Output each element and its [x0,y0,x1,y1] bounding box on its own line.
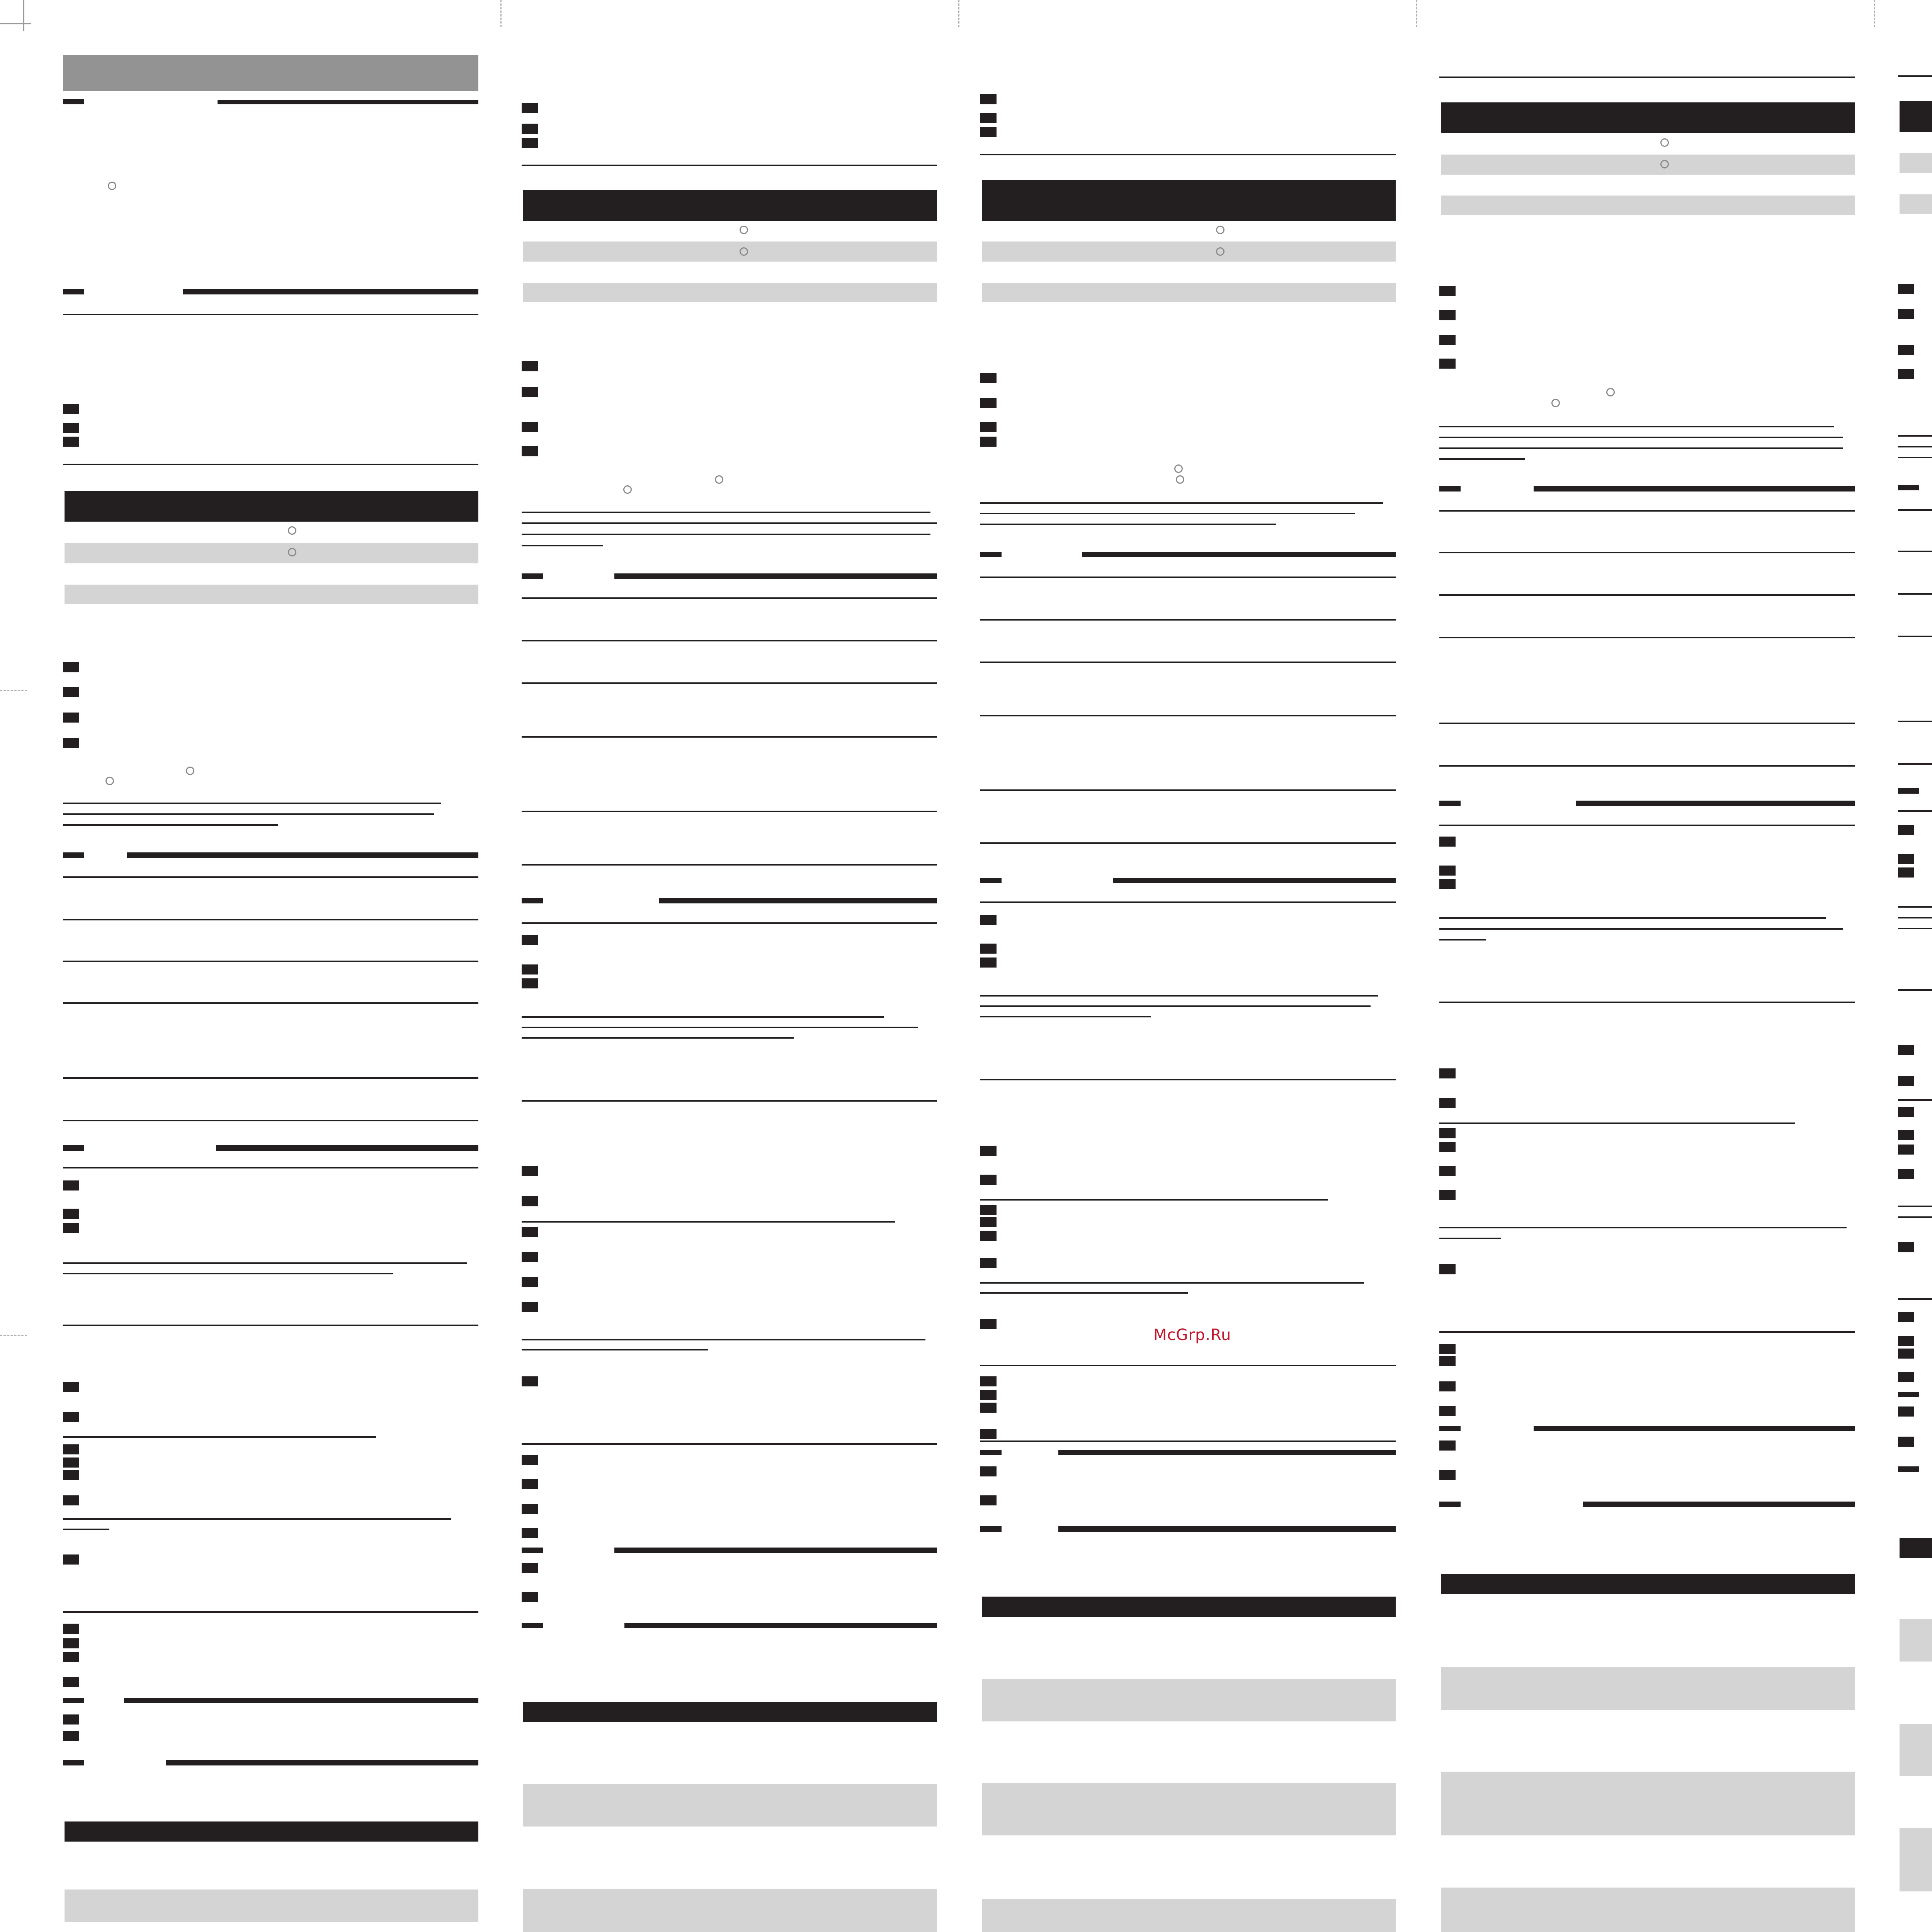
step-number [63,738,79,748]
step-number [1898,1045,1914,1055]
column-3 [980,0,1396,1932]
step-number [980,398,997,408]
divider [1898,721,1932,722]
step-number [1898,867,1914,878]
step-number [63,1458,79,1468]
step-number [1898,1169,1914,1179]
step-number [522,1277,538,1287]
divider [980,842,1396,844]
step-number [63,423,79,433]
heading-rule [522,898,937,903]
step-number [522,1592,538,1602]
heading-rule [1439,1426,1855,1431]
divider [63,1325,478,1326]
section-header [63,55,478,91]
divider [1898,75,1932,77]
step-number [522,446,538,456]
table-row [982,1783,1396,1835]
step-number [522,1455,538,1465]
heading-rule [1439,1502,1855,1507]
fold-mark [500,0,502,27]
divider [1898,810,1932,812]
heading-rule [1898,788,1932,794]
icon-mark [105,777,114,785]
fold-mark [958,0,960,27]
step-number [522,1479,538,1489]
divider [980,1440,1396,1442]
step-number [1898,1349,1914,1359]
step-number [1898,854,1914,864]
section-header [1900,101,1932,132]
watermark-text: McGrp.Ru [1153,1326,1231,1344]
step-number [63,437,79,447]
heading-rule [980,552,1396,557]
step-number [63,1624,79,1634]
text-line [1898,457,1932,458]
divider [980,619,1396,621]
step-number [522,124,538,134]
table-row [1900,1828,1932,1891]
section-header [65,491,478,522]
step-number [980,1376,997,1386]
step-number [1439,1440,1456,1451]
divider [980,789,1396,791]
step-number [1898,1312,1914,1322]
text-line [522,1016,884,1018]
step-number [63,1638,79,1648]
table-row [1441,196,1855,215]
heading-rule [1898,485,1932,490]
text-line [980,1016,1151,1017]
icon-mark [186,767,194,775]
divider [980,1365,1396,1366]
text-line [522,512,930,513]
table-row [1900,1619,1932,1662]
text-line [522,1339,925,1340]
divider [1439,637,1855,638]
table-header [523,1702,937,1722]
text-line [1439,458,1525,460]
crop-mark [23,0,24,31]
step-number [1898,825,1914,835]
heading-rule [522,1623,937,1628]
text-line [1898,906,1932,908]
step-number [522,1302,538,1312]
divider [980,901,1396,903]
text-line [522,1221,895,1223]
step-number [1439,1190,1456,1200]
text-line [63,1518,451,1520]
step-number [63,1382,79,1392]
step-number [63,1180,79,1190]
step-number [63,1554,79,1565]
text-line [63,824,278,826]
column-2 [522,0,937,1932]
text-line [522,1349,708,1350]
table-row [65,585,478,604]
step-number [1439,1356,1456,1366]
text-line [1898,917,1932,918]
table-row [1441,1888,1855,1932]
text-line [1439,437,1843,438]
divider [522,597,937,599]
step-number [1898,1107,1914,1117]
heading-rule [63,289,478,294]
step-number [1898,1437,1914,1447]
divider [1439,594,1855,596]
step-number [522,1227,538,1237]
divider [1439,765,1855,767]
text-line [1439,1227,1847,1228]
table-row [523,242,937,262]
step-number [522,387,538,397]
step-number [1439,1098,1456,1108]
text-line [980,1282,1364,1284]
step-number [63,713,79,723]
text-line [1439,917,1826,919]
step-number [522,1196,538,1206]
section-header [982,180,1396,221]
text-line [63,1262,467,1264]
step-number [63,1209,79,1219]
step-number [980,1319,997,1329]
step-number [1898,1145,1914,1155]
crop-mark [0,23,31,24]
section-header [523,190,937,221]
section-header [1441,102,1855,133]
step-number [1898,345,1914,355]
divider [63,1120,478,1121]
table-header [1441,1574,1855,1594]
divider [522,165,937,166]
table-row [523,1889,937,1932]
step-number [1439,359,1456,369]
step-number [980,373,997,383]
table-header [1900,1538,1932,1558]
table-row [1441,1667,1855,1710]
divider [1439,510,1855,512]
divider [63,314,478,315]
step-number [1898,309,1914,319]
text-line [522,1027,918,1028]
text-line [980,995,1378,997]
divider [63,876,478,878]
divider [522,736,937,738]
step-number [980,1495,997,1505]
divider [980,715,1396,716]
icon-mark [740,226,748,234]
step-number [63,1652,79,1662]
divider [980,1079,1396,1080]
divider [63,464,478,465]
step-number [522,1563,538,1573]
divider [63,919,478,920]
text-line [1439,1122,1795,1124]
text-line [63,1436,376,1438]
step-number [1439,1068,1456,1078]
step-number [980,1175,997,1185]
text-line [1898,1206,1932,1207]
step-number [980,1217,997,1227]
divider [1898,593,1932,595]
text-line [1439,939,1486,940]
icon-mark [1551,399,1560,407]
heading-rule [1898,1392,1932,1397]
icon-mark [288,548,296,556]
divider [1439,552,1855,553]
fold-mark [0,1335,27,1337]
step-number [980,1258,997,1268]
step-number [63,1495,79,1505]
step-number [63,1223,79,1233]
divider [1898,509,1932,511]
table-row [1441,155,1855,175]
heading-rule [980,1526,1396,1532]
column-1 [63,0,478,1932]
step-number [1439,1166,1456,1176]
text-line [522,1037,794,1039]
text-line [1898,446,1932,447]
fold-mark [0,690,27,692]
text-line [522,522,937,524]
table-row [982,1679,1396,1721]
step-number [1898,1372,1914,1382]
step-number [1439,310,1456,320]
divider [522,682,937,684]
icon-mark [1660,138,1669,147]
heading-rule [1898,1466,1932,1472]
icon-mark [1216,247,1225,256]
text-line [980,1292,1188,1294]
table-header [982,1597,1396,1617]
step-number [1439,286,1456,296]
step-number [980,437,997,447]
table-row [982,1899,1396,1932]
text-line [1898,435,1932,437]
heading-rule [63,1145,478,1151]
step-number [980,127,997,137]
icon-mark [1660,160,1669,168]
table-row [1441,1772,1855,1835]
text-line [63,1529,109,1530]
step-number [522,1252,538,1262]
divider [63,961,478,962]
step-number [1439,1142,1456,1152]
text-line [980,1199,1328,1201]
fold-mark [1874,0,1876,27]
step-number [980,915,997,925]
divider [1898,636,1932,637]
text-line [522,545,603,546]
icon-mark [1176,475,1184,484]
step-number [1898,1406,1914,1417]
heading-rule [63,852,478,858]
step-number [980,1403,997,1413]
divider [522,1100,937,1102]
divider [1898,763,1932,765]
divider [1898,1298,1932,1300]
table-row [982,242,1396,262]
divider [1898,989,1932,991]
text-line [1439,1238,1501,1239]
text-line [1898,1216,1932,1218]
icon-mark [288,526,296,535]
step-number [1439,1406,1456,1416]
text-line [63,803,441,804]
column-4 [1439,0,1855,1932]
step-number [63,404,79,414]
heading-rule [63,1698,478,1703]
divider [522,922,937,924]
table-row [65,1889,478,1922]
step-number [63,1714,79,1725]
text-line [1439,447,1843,449]
divider [1439,723,1855,724]
step-number [522,935,538,945]
icon-mark [1174,464,1183,473]
heading-rule [522,1548,937,1553]
divider [1898,551,1932,552]
text-line [63,813,434,815]
heading-rule [1439,486,1855,492]
step-number [1898,284,1914,294]
step-number [522,103,538,113]
icon-mark [1216,226,1225,234]
step-number [980,113,997,123]
table-header [65,1821,478,1842]
text-line [63,1273,393,1274]
step-number [63,687,79,697]
step-number [980,1231,997,1241]
divider [63,1611,478,1613]
step-number [1898,369,1914,379]
icon-mark [108,182,116,190]
table-row [1900,1724,1932,1776]
table-row [65,543,478,563]
heading-rule [63,99,478,104]
table-row [1900,194,1932,214]
step-number [522,1528,538,1538]
step-number [1439,879,1456,889]
step-number [63,1444,79,1454]
step-number [63,1731,79,1741]
step-number [522,1504,538,1514]
table-row [523,1784,937,1827]
step-number [522,1376,538,1386]
step-number [980,1146,997,1156]
text-line [980,513,1355,514]
step-number [522,422,538,432]
divider [63,1077,478,1079]
step-number [1439,1128,1456,1138]
divider [522,811,937,812]
text-line [980,1005,1371,1007]
icon-mark [1606,388,1615,396]
divider [522,864,937,866]
step-number [522,964,538,975]
table-row [982,283,1396,302]
fold-mark [1416,0,1418,27]
step-number [1898,1076,1914,1086]
text-line [1898,1099,1932,1101]
text-line [522,534,930,535]
icon-mark [740,247,748,256]
step-number [1898,1242,1914,1252]
step-number [980,1390,997,1400]
step-number [63,1677,79,1687]
divider [980,154,1396,155]
step-number [1439,837,1456,847]
column-5 [1898,0,1932,1932]
divider [1439,825,1855,826]
step-number [63,1412,79,1422]
heading-rule [1439,801,1855,806]
step-number [980,944,997,954]
step-number [980,957,997,968]
divider [1439,1002,1855,1003]
text-line [1439,928,1843,930]
step-number [980,1205,997,1215]
step-number [980,94,997,104]
step-number [522,138,538,148]
step-number [63,1470,79,1480]
divider [63,1002,478,1004]
text-line [980,524,1276,525]
step-number [980,422,997,432]
divider [980,577,1396,578]
heading-rule [522,573,937,579]
divider [1439,77,1855,78]
divider [63,1167,478,1168]
icon-mark [715,475,723,484]
step-number [980,1466,997,1476]
table-row [1900,153,1932,173]
heading-rule [980,878,1396,883]
step-number [522,361,538,371]
step-number [980,1429,997,1439]
divider [522,1443,937,1445]
step-number [1439,335,1456,345]
text-line [1898,928,1932,929]
step-number [63,662,79,672]
step-number [1439,1470,1456,1480]
text-line [980,502,1383,504]
divider [980,662,1396,663]
step-number [1439,1264,1456,1274]
step-number [1898,1336,1914,1346]
step-number [522,978,538,988]
step-number [1439,866,1456,876]
divider [1439,1331,1855,1333]
text-line [1439,426,1834,427]
divider [522,640,937,641]
step-number [1439,1344,1456,1354]
step-number [1439,1381,1456,1391]
step-number [522,1166,538,1176]
heading-rule [980,1450,1396,1455]
heading-rule [63,1760,478,1765]
table-row [523,283,937,302]
icon-mark [623,485,632,494]
step-number [1898,1130,1914,1140]
